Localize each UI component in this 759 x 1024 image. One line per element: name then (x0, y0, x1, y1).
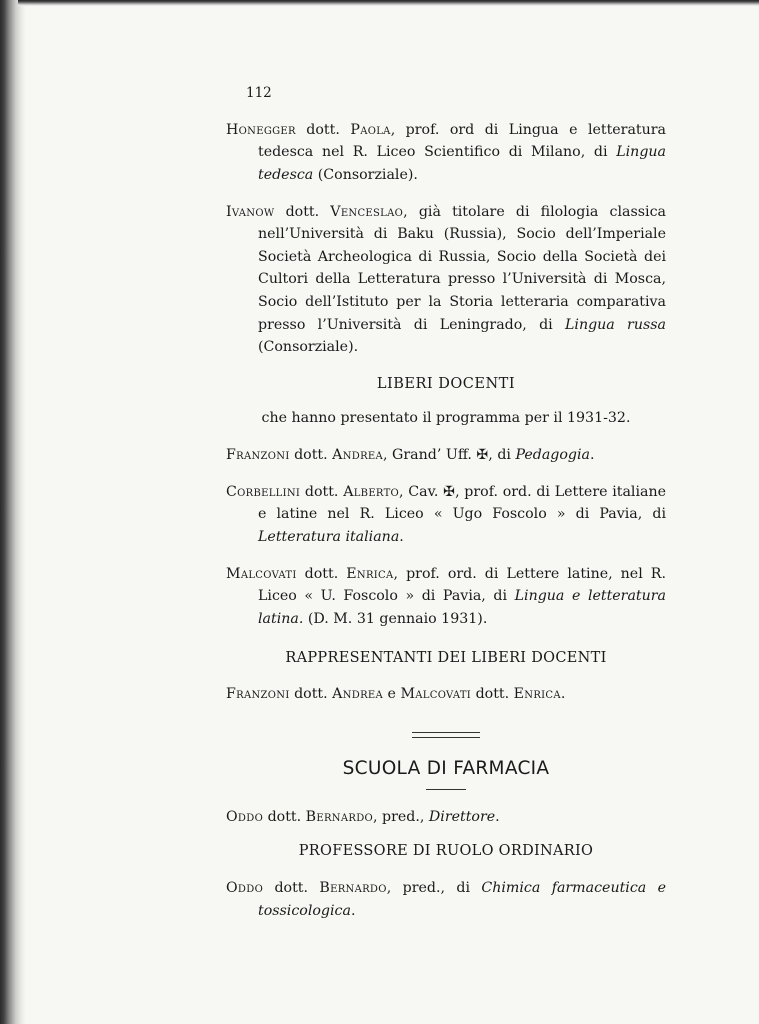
entry-text: dott. (296, 565, 347, 582)
surname: Oddo (226, 808, 264, 825)
first-name: Andrea (332, 686, 384, 703)
subject: Lingua e letteratura latina. (258, 588, 666, 628)
entry-text: , Grand’ Uff. ✠, di (383, 447, 516, 464)
entry-text: . (495, 808, 500, 825)
surname: Ivanow (226, 203, 275, 220)
entry-ivanow (226, 201, 666, 359)
scuola-title: SCUOLA DI FARMACIA (342, 758, 550, 779)
entry-text: (D. M. 31 gennaio 1931). (303, 611, 488, 628)
entry-text: . (590, 447, 595, 464)
entry-franzoni (226, 444, 666, 467)
entry-text: , pred., (373, 808, 429, 825)
liberi-docenti-heading: LIBERI DOCENTI (376, 375, 516, 392)
subject: Lingua tedesca (258, 144, 666, 183)
surname: Honegger (226, 121, 296, 138)
entry-text: , pred., di (386, 879, 482, 896)
surname: Franzoni (226, 447, 290, 464)
entry-text: dott. (289, 447, 333, 464)
entry-text: dott. (300, 483, 344, 500)
role: Direttore (428, 808, 496, 825)
entry-text: (Consorziale). (258, 339, 359, 356)
liberi-docenti-subline: che hanno presentato il programma per il 1931-32. (261, 410, 631, 427)
subject: Letteratura italiana (258, 529, 400, 546)
entry-text: dott. (274, 203, 331, 220)
entry-text: . (399, 529, 404, 546)
entry-text: , prof. ord. di Lettere latine, nel R. Liceo « U. Foscolo » di Pavia, di (258, 565, 666, 605)
page-text (226, 82, 666, 934)
entry-honegger (226, 119, 666, 187)
entry-text: , Cav. ✠, prof. ord. di Lettere italiane e latine nel R. Liceo « Ugo Foscolo » di Pavia, di (258, 483, 666, 523)
section-divider (412, 732, 480, 738)
entry-text: , prof. ord di Lingua e letteratura tedesca nel R. Liceo Scientifico di Milano, di (258, 121, 666, 161)
surname: Malcovati (400, 686, 472, 703)
subject: Lingua russa (564, 316, 666, 333)
rappresentanti-line (226, 683, 666, 706)
entry-malcovati (226, 563, 666, 631)
entry-text: dott. (263, 808, 306, 825)
direttore-line (226, 806, 666, 829)
entry-text: e (383, 686, 401, 703)
subject: Pedagogia (515, 447, 590, 464)
book-spine-shadow (0, 0, 26, 1024)
entry-text: dott. (295, 121, 351, 138)
surname: Oddo (226, 879, 264, 896)
rappresentanti-heading: RAPPRESENTANTI DEI LIBERI DOCENTI (285, 649, 607, 666)
entry-text: dott. (263, 879, 320, 896)
page-number: 112 (246, 85, 272, 101)
professore-heading: PROFESSORE DI RUOLO ORDINARIO (298, 843, 594, 860)
title-underline (426, 789, 466, 790)
first-name: Enrica (346, 565, 394, 582)
entry-text: (Consorziale). (313, 166, 418, 183)
first-name: Bernardo (305, 808, 374, 825)
first-name: Alberto (343, 483, 400, 500)
entry-corbellini (226, 481, 666, 549)
first-name: Bernardo (319, 879, 387, 896)
surname: Franzoni (226, 686, 290, 703)
entry-text: . (560, 686, 566, 703)
first-name: Enrica (513, 686, 561, 703)
surname: Corbellini (226, 483, 301, 500)
first-name: Andrea (332, 447, 384, 464)
first-name: Paola (350, 121, 391, 138)
entry-text: . (350, 902, 356, 919)
entry-text: dott. (471, 686, 514, 703)
entry-oddo (226, 877, 666, 922)
surname: Malcovati (226, 565, 297, 582)
entry-text: , già titolare di filologia classica nell’Università di Baku (Russia), Socio dell’Imperiale Società Archeologica di Russia, Socio della Società dei Cultori della Letteratura presso l’Università di Mosca, Socio dell’Istituto per la Storia letteraria comparativa presso l’Università di Leningrado, di (258, 203, 666, 333)
first-name: Venceslao (330, 203, 404, 220)
subject: Chimica farmaceutica e tossicologica (258, 879, 666, 919)
entry-text: dott. (289, 686, 333, 703)
top-edge-shadow (18, 0, 759, 6)
